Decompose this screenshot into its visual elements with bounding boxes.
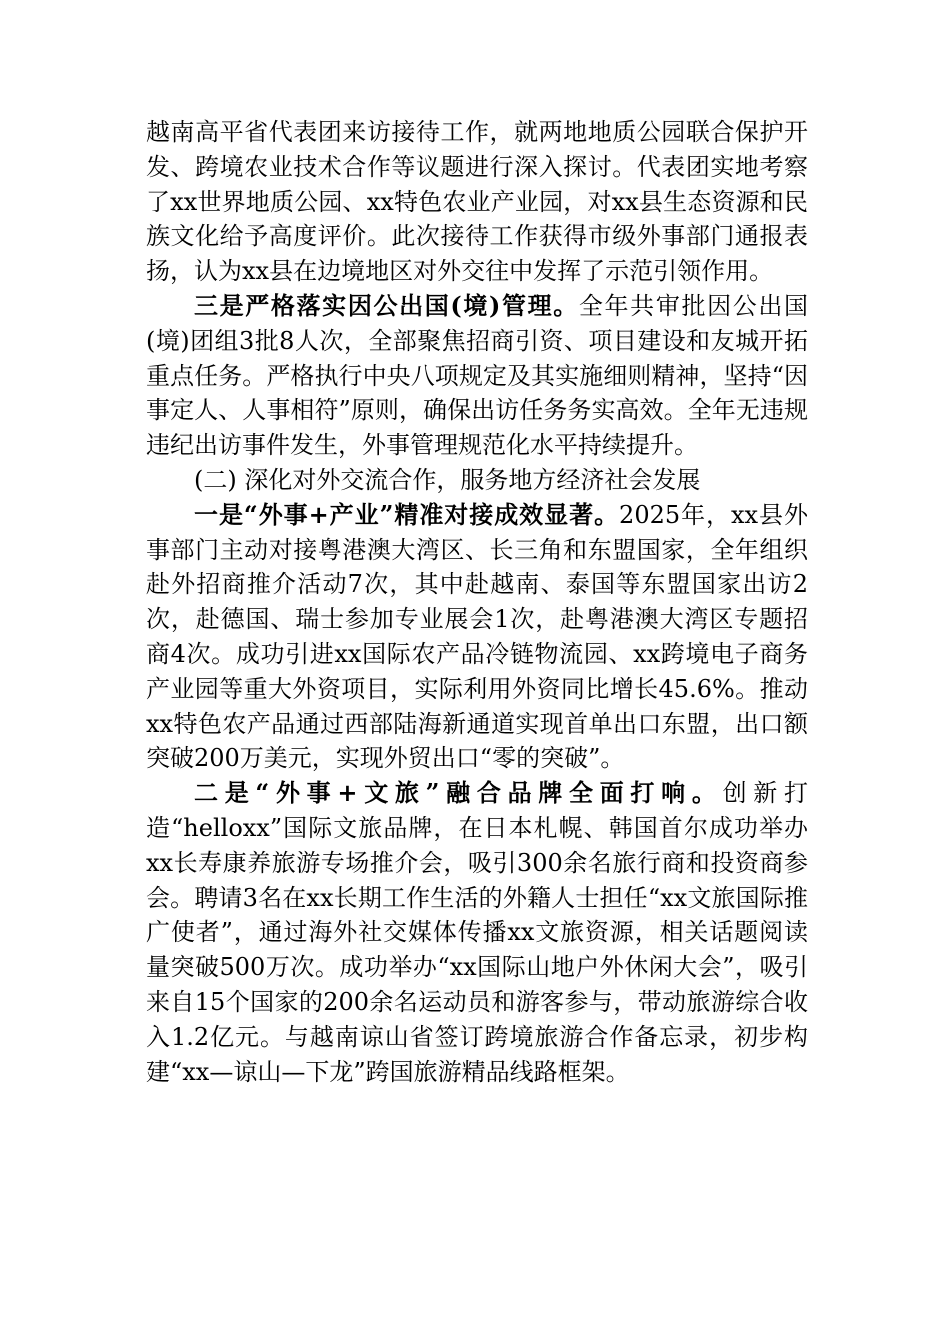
paragraph-text: 越南高平省代表团来访接待工作，就两地地质公园联合保护开发、跨境农业技术合作等议题进行深入探讨。代表团实地考察了xx世界地质公园、xx特色农业产业园，对xx县生态资源和民族文化给予高度评价。此次接待工作获得市级外事部门通报表扬，认为xx县在边境地区对外交往中发挥了示范引领作用。 [146, 118, 808, 286]
document-body [146, 115, 808, 1089]
paragraph-industry [146, 498, 808, 776]
paragraph-reception [146, 115, 808, 289]
paragraph-text: 2025年，xx县外事部门主动对接粤港澳大湾区、长三角和东盟国家，全年组织赴外招商推介活动7次，其中赴越南、泰国等东盟国家出访2次，赴德国、瑞士参加专业展会1次，赴粤港澳大湾区专题招商4次。成功引进xx国际农产品冷链物流园、xx跨境电子商务产业园等重大外资项目，实际利用外资同比增长45.6%。推动xx特色农产品通过西部陆海新通道实现首单出口东盟，出口额突破200万美元，实现外贸出口“零的突破”。 [146, 500, 809, 773]
paragraph-lead: 一是“外事+产业”精准对接成效显著。 [194, 499, 620, 529]
paragraph-outbound-management [146, 289, 808, 463]
paragraph-culture-tourism [146, 776, 808, 1089]
paragraph-lead: 二是“外事+文旅”融合品牌全面打响。 [194, 778, 723, 808]
paragraph-text: 全年共审批因公出国(境)团组3批8人次，全部聚焦招商引资、项目建设和友城开拓重点任务。严格执行中央八项规定及其实施细则精神，坚持“因事定人、人事相符”原则，确保出访任务务实高效。全年无违规违纪出访事件发生，外事管理规范化水平持续提升。 [146, 291, 808, 460]
paragraph-lead: 三是严格落实因公出国(境)管理。 [194, 290, 579, 320]
paragraph-text: 创新打造“helloxx”国际文旅品牌，在日本札幌、韩国首尔成功举办xx长寿康养旅游专场推介会，吸引300余名旅行商和投资商参会。聘请3名在xx长期工作生活的外籍人士担任“xx文旅国际推广使者”，通过海外社交媒体传播xx文旅资源，相关话题阅读量突破500万次。成功举办“xx国际山地户外休闲大会”，吸引来自15个国家的200余名运动员和游客参与，带动旅游综合收入1.2亿元。与越南谅山省签订跨境旅游合作备忘录，初步构建“xx—谅山—下龙”跨国旅游精品线路框架。 [146, 779, 809, 1086]
section-heading: (二) 深化对外交流合作，服务地方经济社会发展 [194, 465, 701, 494]
